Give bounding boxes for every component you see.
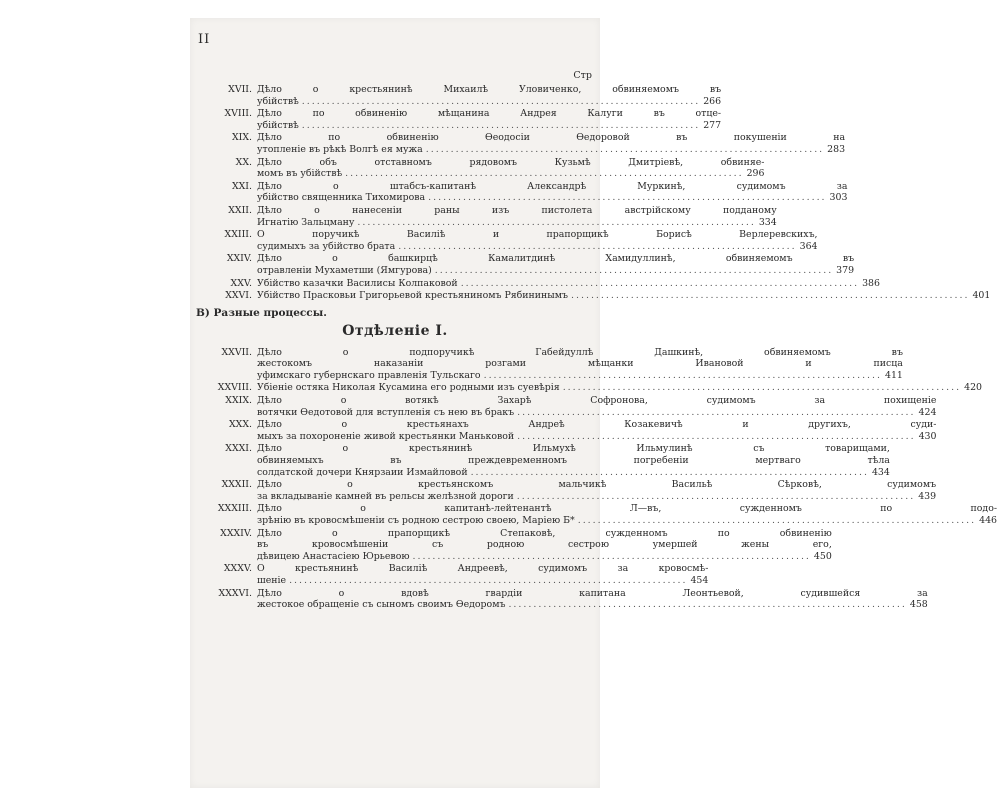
toc-entry-page: 446 [979, 515, 997, 526]
leader-dots: ................................................................................ [425, 143, 825, 155]
toc-entry [196, 290, 991, 302]
toc-entry-number: XXX. [228, 419, 252, 431]
toc-entry-text: убійствѣ [257, 95, 299, 107]
toc-entry-text: вотячки Ѳедотовой для вступленія съ нею въ бракъ [257, 406, 515, 418]
toc-entry-text: шеніе [257, 574, 287, 586]
toc-entry-page: 454 [690, 574, 709, 586]
toc-entry-text: зрѣнію въ кровосмѣшеніи съ родною сестрою своею, Маріею Б* [257, 515, 575, 526]
toc-entry-number: XXXII. [221, 479, 252, 491]
toc-entry [196, 277, 880, 290]
toc-entry-page: 420 [964, 382, 983, 394]
leader-dots: ................................................................................ [508, 599, 907, 611]
toc-entry-text: судимыхъ за убійство брата [257, 240, 396, 252]
toc-entry [196, 253, 855, 276]
toc-entry [196, 156, 765, 180]
toc-entry [196, 229, 818, 252]
toc-entry-text: Дѣло по обвиненію Ѳеодосіи Ѳедоровой въ покушеніи на [257, 132, 846, 144]
toc-entry-text: утопленіе въ рѣкѣ Волгѣ ея мужа [257, 143, 423, 155]
toc-entry [196, 587, 928, 611]
toc-entry-text: уфимскаго губернскаго правленія Тульскаго [257, 369, 481, 381]
leader-dots: ................................................................................ [412, 550, 811, 562]
toc-entry-text: Дѣло о башкирцѣ Камалитдинѣ Хамидуллинѣ, обвиняемомъ въ [257, 253, 855, 265]
toc-list-top [196, 84, 991, 302]
toc-entry-number: XXVI. [225, 290, 252, 302]
toc-entry-text: Дѣло о вдовѣ гвардіи капитана Леонтьевой, судившейся за [257, 587, 928, 599]
toc-entry [196, 443, 890, 478]
toc-entry-page: 424 [918, 406, 937, 418]
toc-entry-text: Убійство Прасковьи Григорьевой крестьяниномъ Рябининымъ [257, 290, 569, 302]
toc-entry-number: XXIX. [225, 395, 252, 407]
toc-entry-text: отравленіи Мухаметши (Ямгурова) [257, 264, 432, 276]
toc-entry-text: Дѣло о нанесеніи раны изъ пистолета австрійскому подданому [257, 204, 777, 216]
toc-entry-page: 266 [703, 95, 722, 107]
toc-entry-page: 401 [972, 290, 991, 302]
leader-dots: ................................................................................ [460, 277, 860, 289]
leader-dots: ................................................................................ [517, 430, 916, 442]
leader-dots: ................................................................................ [434, 264, 834, 276]
toc-entry-page: 430 [918, 430, 937, 442]
leader-dots: ................................................................................ [577, 515, 977, 526]
toc-entry-page: 411 [885, 369, 903, 381]
toc-entry [196, 479, 937, 502]
leader-dots: ................................................................................ [562, 382, 962, 394]
division-heading: Отдѣленіе I. [342, 322, 448, 339]
toc-entry-text: Дѣло по обвиненію мѣщанина Андрея Калуги въ отце- [257, 108, 722, 120]
toc-entry [196, 180, 848, 204]
toc-entry-page: 334 [758, 216, 777, 228]
toc-entry-text: момъ въ убійствѣ [257, 168, 343, 180]
toc-entry-page: 364 [799, 240, 818, 252]
toc-entry [196, 527, 832, 563]
leader-dots: ................................................................................ [398, 240, 797, 252]
toc-entry-number: XIX. [231, 132, 252, 144]
toc-entry [196, 84, 722, 107]
toc-entry-page: 434 [871, 466, 890, 478]
toc-entry-text: за вкладываніе камней въ рельсы желѣзной дороги [257, 490, 514, 502]
toc-entry-page: 386 [862, 277, 880, 289]
toc-entry-text: убійствѣ [257, 119, 299, 131]
toc-entry [196, 419, 937, 442]
toc-entry-page: 283 [827, 143, 846, 155]
toc-entry-page: 303 [829, 192, 848, 204]
toc-entry-number: XXXIII. [217, 503, 252, 515]
toc-entry [196, 395, 937, 418]
toc-entry-text: Дѣло о прапорщикѣ Степаковѣ, сужденномъ по обвиненію [257, 527, 832, 539]
toc-entry-text: О поручикѣ Василіѣ и прапорщикѣ Борисѣ Верлеревскихъ, [257, 229, 818, 241]
toc-entry-number: XXII. [228, 204, 252, 216]
toc-entry-number: XXVII. [221, 346, 252, 358]
toc-entry-text: Дѣло о капитанѣ-лейтенантѣ Л—въ, сужденномъ по подо- [257, 503, 997, 515]
table-of-contents [196, 84, 997, 612]
page-column-label: Стр [573, 70, 592, 81]
toc-entry-number: XXXIV. [220, 527, 252, 539]
toc-entry-page: 277 [703, 119, 722, 131]
toc-entry-text: Дѣло о крестьянахъ Андреѣ Козакевичѣ и другихъ, суди- [257, 419, 937, 431]
toc-entry-text: солдатской дочери Княрзаии Измайловой [257, 466, 468, 478]
toc-entry-text: Дѣло о штабсъ-капитанѣ Александрѣ Муркинѣ, судимомъ за [257, 180, 848, 192]
toc-entry-page: 439 [918, 490, 937, 502]
toc-entry-number: XXIII. [224, 229, 252, 241]
toc-entry-text: убійство священника Тихомирова [257, 192, 426, 204]
toc-entry-text: дѣвицею Анастасіею Юрьевою [257, 550, 410, 562]
toc-entry [196, 346, 903, 382]
toc-entry [196, 503, 997, 526]
toc-entry-page: 450 [813, 550, 832, 562]
toc-entry [196, 108, 722, 131]
toc-entry-text: мыхъ за похороненіе живой крестьянки Маньковой [257, 430, 515, 442]
section-heading: В) Разные процессы. [196, 306, 327, 319]
toc-entry-text: обвиняемыхъ въ преждевременномъ погребеніи мертваго тѣла [257, 455, 890, 467]
toc-entry-text: О крестьянинѣ Василіѣ Андреевѣ, судимомъ за кровосмѣ- [257, 563, 709, 575]
toc-entry [196, 204, 777, 228]
leader-dots: ................................................................................ [301, 95, 701, 107]
book-page [190, 18, 997, 788]
leader-dots: ................................................................................ [345, 168, 744, 180]
toc-entry-text: Дѣло объ отставномъ рядовомъ Кузьмѣ Дмитріевѣ, обвиняе- [257, 156, 765, 168]
toc-entry-page: 379 [836, 264, 855, 276]
leader-dots: ................................................................................ [470, 466, 869, 478]
leader-dots: ................................................................................ [483, 369, 882, 381]
leader-dots: ................................................................................ [571, 290, 970, 302]
toc-entry-text: Дѣло о подпоручикѣ Габейдуллѣ Дашкинѣ, обвиняемомъ въ [257, 346, 903, 358]
toc-entry-text: жестокомъ наказаніи розгами мѣщанки Ивановой и писца [257, 358, 903, 370]
toc-entry [196, 563, 709, 586]
leader-dots: ................................................................................ [516, 490, 916, 502]
toc-entry-number: XXI. [231, 180, 252, 192]
leader-dots: ................................................................................ [428, 192, 827, 204]
toc-entry-text: жестокое обращеніе съ сыномъ своимъ Ѳедоромъ [257, 599, 506, 611]
toc-entry-text: Дѣло о крестьянскомъ мальчикѣ Васильѣ Сѣрковѣ, судимомъ [257, 479, 937, 491]
toc-entry-number: XVII. [228, 84, 252, 95]
toc-entry-text: Дѣло о вотякѣ Захарѣ Софронова, судимомъ за похищеніе [257, 395, 937, 407]
toc-entry-number: XXXV. [223, 563, 252, 575]
leader-dots: ................................................................................ [301, 119, 701, 131]
toc-entry-number: XXXVI. [218, 587, 252, 599]
leader-dots: ................................................................................ [357, 216, 756, 228]
toc-entry-number: XXVIII. [217, 382, 252, 394]
leader-dots: ................................................................................ [517, 406, 916, 418]
toc-entry-page: 296 [746, 168, 765, 180]
toc-entry-text: Убійство казачки Василисы Колпаковой [257, 277, 458, 289]
toc-entry-text: Убіеніе остяка Николая Кусамина его родными изъ суевѣрія [257, 382, 560, 394]
toc-entry-page: 458 [909, 599, 928, 611]
toc-entry-text: въ кровосмѣшеніи съ родною сестрою умершей жены его, [257, 539, 832, 551]
toc-entry [196, 382, 983, 394]
toc-entry-text: Игнатію Зальцману [257, 216, 355, 228]
toc-entry-number: XXXI. [225, 443, 252, 455]
toc-list-bottom [196, 346, 997, 611]
toc-entry [196, 132, 846, 155]
toc-entry-number: XXIV. [226, 253, 252, 265]
toc-entry-text: Дѣло о крестьянинѣ Михаилѣ Уловиченко, обвиняемомъ въ [257, 84, 722, 95]
toc-entry-number: XVIII. [224, 108, 252, 120]
toc-entry-number: XX. [235, 156, 252, 168]
leader-dots: ................................................................................ [289, 574, 688, 586]
toc-entry-number: XXV. [230, 277, 252, 289]
toc-entry-text: Дѣло о крестьянинѣ Ильмухѣ Ильмулинѣ съ товарищами, [257, 443, 890, 455]
page-number: II [198, 32, 211, 47]
